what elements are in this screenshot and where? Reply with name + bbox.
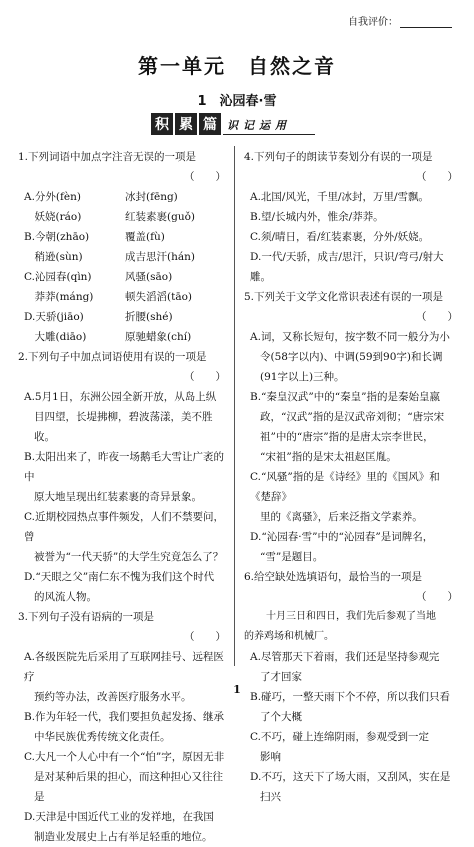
- option-c[interactable]: C.大凡一个人心中有一个“怕”字，原因无非: [24, 751, 225, 763]
- option-text: 的风流人物。: [34, 591, 97, 603]
- question-stem: 1.下列词语中加点字注音无误的一项是: [18, 151, 197, 163]
- option-text: 预约等办法，改善医疗服务水平。: [34, 691, 192, 703]
- option-text: 被誉为“一代天骄”的大学生究竟怎么了？: [34, 551, 224, 563]
- option-text: 原大地呈现出红装素裹的奇异景象。: [34, 491, 202, 503]
- option-text: 成吉思汗(hán): [125, 251, 195, 263]
- option-text: 中华民族优秀传统文化责任。: [34, 731, 171, 743]
- option-text: 政，“汉武”指的是汉武帝刘彻；“唐宗宋: [260, 411, 445, 423]
- passage-line: 十月三日和四日，我们先后参观了当地: [266, 611, 436, 622]
- option-text: 制造业发展史上占有举足轻重的地位。: [34, 831, 213, 843]
- option-a[interactable]: A.北国/风光，千里/冰封，万里/雪飘。: [250, 191, 430, 203]
- page-number: 1: [233, 683, 241, 696]
- answer-paren[interactable]: （ ）: [184, 171, 226, 183]
- option-text: 风骚(sāo): [125, 271, 173, 283]
- option-a[interactable]: A.分外(fèn): [24, 191, 81, 203]
- option-text: (91字以上)三种。: [260, 371, 345, 383]
- option-row: [24, 307, 226, 327]
- right-column: [244, 147, 458, 807]
- unit-title: 第一单元 自然之音: [138, 54, 336, 78]
- option-text: “宋祖”指的是宋太祖赵匡胤。: [260, 451, 397, 463]
- option-d[interactable]: D.一代/天骄，成吉/思汗，只识/弯弓/射大雕。: [250, 251, 444, 283]
- option-text: 令(58字以内)、中调(59到90字)和长调: [260, 351, 443, 363]
- column-divider: [234, 146, 235, 666]
- option-c[interactable]: C.近期校园热点事件频发，人们不禁要问，曾: [24, 511, 224, 543]
- option-text: 红装素裹(guǒ): [125, 211, 195, 223]
- option-a[interactable]: A.词，又称长短句，按字数不同一般分为小: [250, 331, 450, 343]
- passage-line: 的养鸡场和机械厂。: [244, 631, 334, 642]
- option-d[interactable]: D.“沁园春·雪”中的“沁园春”是词牌名，: [250, 531, 434, 543]
- option-text: 影响: [260, 751, 281, 763]
- self-evaluation: [348, 13, 452, 28]
- option-a[interactable]: A.5月1日，东洲公园全新开放，从岛上纵: [24, 391, 217, 403]
- option-row: [24, 287, 226, 307]
- question-stem: 6.给空缺处选填语句，最恰当的一项是: [244, 571, 423, 583]
- lesson-title: 1 沁园春·雪: [197, 94, 277, 109]
- left-column: [18, 147, 226, 847]
- option-d[interactable]: D.“天眼之父”南仁东不愧为我们这个时代: [24, 571, 215, 583]
- option-text: 大雕(diāo): [24, 331, 87, 343]
- option-text: 妖娆(ráo): [24, 211, 82, 223]
- option-text: 扫兴: [260, 791, 281, 803]
- question-stem: 5.下列关于文学文化常识表述有误的一项是: [244, 291, 444, 303]
- banner-box: 篇: [199, 113, 221, 135]
- option-text: 稍逊(sùn): [24, 251, 83, 263]
- option-text: 里的《离骚》，后来泛指文学素养。: [260, 511, 423, 523]
- option-text: 冰封(fēng): [125, 191, 178, 203]
- option-text: “雪”是题目。: [260, 551, 324, 563]
- option-row: [24, 187, 226, 207]
- answer-paren[interactable]: （ ）: [416, 171, 458, 183]
- answer-paren[interactable]: （ ）: [184, 371, 226, 383]
- option-text: 是对某种后果的担心，而这种担心又往往是: [34, 771, 223, 803]
- option-c[interactable]: C.“风骚”指的是《诗经》里的《国风》和《楚辞》: [250, 471, 440, 503]
- option-row: [24, 267, 226, 287]
- option-d[interactable]: D.天津是中国近代工业的发祥地，在我国: [24, 811, 214, 823]
- option-text: 了才回家: [260, 671, 302, 683]
- option-c[interactable]: C.不巧，碰上连绵阴雨，参观受到一定: [250, 731, 429, 743]
- option-a[interactable]: A.尽管那天下着雨，我们还是坚持参观完: [250, 651, 440, 663]
- section-banner: [151, 113, 315, 135]
- option-d[interactable]: D.天骄(jiāo): [24, 311, 84, 323]
- option-row: [24, 247, 226, 267]
- option-text: 原驰蜡象(chí): [125, 331, 192, 343]
- option-b[interactable]: B.作为年轻一代，我们要担负起发扬、继承: [24, 711, 225, 723]
- banner-box: 累: [175, 113, 197, 135]
- option-a[interactable]: A.各级医院先后采用了互联网挂号、远程医疗: [24, 651, 224, 683]
- answer-paren[interactable]: （ ）: [416, 311, 458, 323]
- option-text: 顿失滔滔(tāo): [125, 291, 192, 303]
- option-text: 覆盖(fù): [125, 231, 165, 243]
- option-b[interactable]: B.“秦皇汉武”中的“秦皇”指的是秦始皇嬴: [250, 391, 441, 403]
- self-eval-blank[interactable]: [400, 18, 452, 28]
- answer-paren[interactable]: （ ）: [416, 591, 458, 603]
- option-text: 祖”中的“唐宗”指的是唐太宗李世民，: [260, 431, 434, 443]
- banner-underline: [223, 134, 315, 135]
- option-c[interactable]: C.沁园春(qìn): [24, 271, 92, 283]
- option-text: 目四望，长堤拂柳，碧波荡漾，美不胜收。: [34, 411, 213, 443]
- question-stem: 2.下列句子中加点词语使用有误的一项是: [18, 351, 207, 363]
- option-d[interactable]: D.不巧，这天下了场大雨，又刮风，实在是: [250, 771, 451, 783]
- option-row: [24, 227, 226, 247]
- option-row: [24, 207, 226, 227]
- question-stem: 3.下列句子没有语病的一项是: [18, 611, 155, 623]
- banner-box: 积: [151, 113, 173, 135]
- answer-paren[interactable]: （ ）: [184, 631, 226, 643]
- option-b[interactable]: B.今朝(zhāo): [24, 231, 90, 243]
- option-text: 了个大概: [260, 711, 302, 723]
- option-b[interactable]: B.碰巧，一整天雨下个不停，所以我们只看: [250, 691, 451, 703]
- option-b[interactable]: B.望/长城内外，惟余/莽莽。: [250, 211, 384, 223]
- option-c[interactable]: C.须/晴日，看/红装素裹，分外/妖娆。: [250, 231, 430, 243]
- banner-subtitle: 识记运用: [227, 119, 291, 132]
- option-row: [24, 327, 226, 347]
- option-text: 折腰(shé): [125, 311, 173, 323]
- self-eval-label: 自我评价：: [348, 17, 398, 28]
- question-stem: 4.下列句子的朗读节奏划分有误的一项是: [244, 151, 433, 163]
- option-text: 莽莽(máng): [24, 291, 94, 303]
- option-b[interactable]: B.太阳出来了，昨夜一场鹅毛大雪让广袤的中: [24, 451, 225, 483]
